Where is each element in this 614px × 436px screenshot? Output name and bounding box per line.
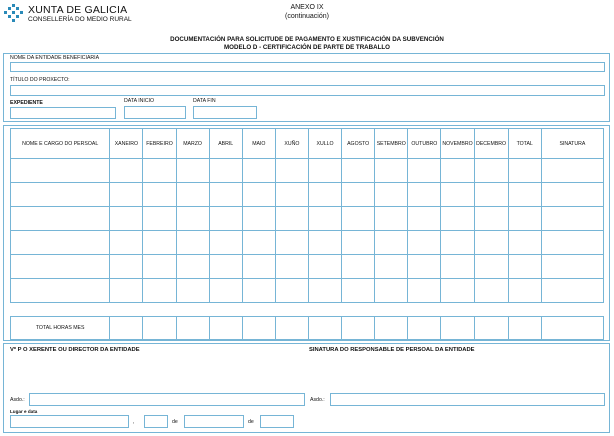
month-header: NOVEMBRO bbox=[441, 129, 474, 159]
hours-cell[interactable] bbox=[308, 207, 341, 231]
entity-input[interactable] bbox=[10, 62, 605, 72]
hours-cell[interactable] bbox=[441, 255, 474, 279]
brand-name: XUNTA DE GALICIA bbox=[28, 4, 128, 16]
hours-cell[interactable] bbox=[209, 159, 242, 183]
hours-cell[interactable] bbox=[342, 159, 375, 183]
annex-subtitle: (continuación) bbox=[285, 13, 329, 20]
comma-separator: , bbox=[133, 419, 135, 425]
hours-cell[interactable] bbox=[242, 207, 275, 231]
hours-cell[interactable] bbox=[275, 279, 308, 303]
hours-cell[interactable] bbox=[342, 231, 375, 255]
place-date-label: Lugar e data bbox=[10, 409, 38, 414]
name-header: NOME E CARGO DO PERSOAL bbox=[11, 129, 110, 159]
hours-cell[interactable] bbox=[209, 279, 242, 303]
hours-cell[interactable] bbox=[143, 255, 176, 279]
hours-cell[interactable] bbox=[342, 207, 375, 231]
hours-cell[interactable] bbox=[375, 183, 408, 207]
hours-cell[interactable] bbox=[474, 207, 508, 231]
month-header: AGOSTO bbox=[342, 129, 375, 159]
hours-cell[interactable] bbox=[408, 279, 441, 303]
month-header: XANEIRO bbox=[110, 129, 143, 159]
hours-cell[interactable] bbox=[143, 279, 176, 303]
signature-cell[interactable] bbox=[541, 159, 603, 183]
annex-title: ANEXO IX bbox=[290, 4, 324, 11]
hours-cell[interactable] bbox=[342, 255, 375, 279]
hours-cell[interactable] bbox=[308, 279, 341, 303]
table-row bbox=[11, 231, 604, 255]
hours-cell[interactable] bbox=[441, 279, 474, 303]
signed-input-right[interactable] bbox=[330, 393, 605, 406]
manager-heading: Vº P O XERENTE OU DIRECTOR DA ENTIDADE bbox=[10, 347, 140, 353]
hours-cell[interactable] bbox=[176, 183, 209, 207]
signature-header: SINATURA bbox=[541, 129, 603, 159]
signature-cell[interactable] bbox=[541, 231, 603, 255]
hours-cell[interactable] bbox=[143, 207, 176, 231]
total-hours-label: TOTAL HORAS MES bbox=[11, 317, 110, 340]
hours-cell[interactable] bbox=[342, 279, 375, 303]
table-row bbox=[11, 207, 604, 231]
month-header: OUTUBRO bbox=[408, 129, 441, 159]
month-input[interactable] bbox=[184, 415, 244, 428]
hours-cell[interactable] bbox=[375, 159, 408, 183]
hours-cell[interactable] bbox=[242, 231, 275, 255]
hours-cell[interactable] bbox=[209, 255, 242, 279]
signature-cell[interactable] bbox=[541, 255, 603, 279]
file-label: EXPEDIENTE bbox=[10, 100, 43, 106]
department-name: CONSELLERÍA DO MEDIO RURAL bbox=[28, 16, 132, 23]
total-cell[interactable] bbox=[508, 207, 541, 231]
hours-cell[interactable] bbox=[176, 231, 209, 255]
hours-cell[interactable] bbox=[143, 183, 176, 207]
hours-cell[interactable] bbox=[110, 159, 143, 183]
hours-cell[interactable] bbox=[209, 207, 242, 231]
hours-cell[interactable] bbox=[408, 183, 441, 207]
file-input[interactable] bbox=[10, 107, 116, 119]
document-title-line1: DOCUMENTACIÓN PARA SOLICITUDE DE PAGAMENTO E XUSTIFICACIÓN DA SUBVENCIÓN bbox=[170, 36, 444, 43]
hours-cell[interactable] bbox=[209, 183, 242, 207]
hours-cell[interactable] bbox=[209, 231, 242, 255]
document-title bbox=[0, 36, 614, 51]
hours-cell[interactable] bbox=[441, 183, 474, 207]
timesheet-table bbox=[10, 128, 604, 303]
hours-cell[interactable] bbox=[474, 231, 508, 255]
start-date-label: DATA INICIO bbox=[124, 98, 155, 104]
hours-cell[interactable] bbox=[275, 231, 308, 255]
month-header: SETEMBRO bbox=[375, 129, 408, 159]
table-row bbox=[11, 159, 604, 183]
month-total-cell[interactable] bbox=[474, 317, 508, 340]
table-row bbox=[11, 255, 604, 279]
hours-cell[interactable] bbox=[176, 207, 209, 231]
month-total-cell[interactable] bbox=[441, 317, 474, 340]
month-total-cell[interactable] bbox=[275, 317, 308, 340]
hours-cell[interactable] bbox=[110, 183, 143, 207]
hours-cell[interactable] bbox=[342, 183, 375, 207]
hours-cell[interactable] bbox=[474, 183, 508, 207]
total-cell[interactable] bbox=[508, 255, 541, 279]
staff-name-cell[interactable] bbox=[11, 207, 110, 231]
hours-cell[interactable] bbox=[143, 231, 176, 255]
month-header: XUÑO bbox=[275, 129, 308, 159]
total-hours-table bbox=[10, 316, 604, 340]
month-total-cell[interactable] bbox=[375, 317, 408, 340]
signature-cell[interactable] bbox=[541, 183, 603, 207]
hours-cell[interactable] bbox=[176, 279, 209, 303]
hours-cell[interactable] bbox=[275, 159, 308, 183]
hours-cell[interactable] bbox=[242, 183, 275, 207]
table-row bbox=[11, 279, 604, 303]
entity-label: NOME DA ENTIDADE BENEFICIARIA bbox=[10, 55, 100, 61]
hours-cell[interactable] bbox=[110, 207, 143, 231]
hours-cell[interactable] bbox=[275, 183, 308, 207]
month-total-cell[interactable] bbox=[110, 317, 143, 340]
grand-total-cell[interactable] bbox=[508, 317, 541, 340]
staff-name-cell[interactable] bbox=[11, 159, 110, 183]
hours-cell[interactable] bbox=[143, 159, 176, 183]
signed-label-left: Asdo.: bbox=[10, 397, 25, 403]
de-separator-1: de bbox=[172, 419, 178, 425]
annex-heading bbox=[0, 3, 614, 21]
total-cell[interactable] bbox=[508, 183, 541, 207]
hours-cell[interactable] bbox=[308, 159, 341, 183]
hours-cell[interactable] bbox=[308, 231, 341, 255]
hours-cell[interactable] bbox=[408, 255, 441, 279]
hours-cell[interactable] bbox=[375, 207, 408, 231]
total-signature-cell bbox=[541, 317, 603, 340]
hours-cell[interactable] bbox=[474, 159, 508, 183]
total-hours-row bbox=[11, 317, 604, 340]
month-header: MAIO bbox=[242, 129, 275, 159]
hours-cell[interactable] bbox=[275, 255, 308, 279]
staff-name-cell[interactable] bbox=[11, 231, 110, 255]
hours-cell[interactable] bbox=[375, 279, 408, 303]
header-row bbox=[11, 129, 604, 159]
hours-cell[interactable] bbox=[474, 279, 508, 303]
month-total-cell[interactable] bbox=[342, 317, 375, 340]
month-header: ABRIL bbox=[209, 129, 242, 159]
signed-input-left[interactable] bbox=[29, 393, 305, 406]
total-cell[interactable] bbox=[508, 279, 541, 303]
project-input[interactable] bbox=[10, 85, 605, 96]
total-header: TOTAL bbox=[508, 129, 541, 159]
month-header: MARZO bbox=[176, 129, 209, 159]
hours-cell[interactable] bbox=[110, 255, 143, 279]
day-input[interactable] bbox=[144, 415, 168, 428]
hours-cell[interactable] bbox=[441, 159, 474, 183]
hours-cell[interactable] bbox=[110, 279, 143, 303]
total-cell[interactable] bbox=[508, 231, 541, 255]
hours-cell[interactable] bbox=[375, 255, 408, 279]
end-date-label: DATA FIN bbox=[193, 98, 216, 104]
hours-cell[interactable] bbox=[275, 207, 308, 231]
project-label: TÍTULO DO PROXECTO: bbox=[10, 77, 70, 83]
month-header: DECEMBRO bbox=[474, 129, 508, 159]
hours-cell[interactable] bbox=[110, 231, 143, 255]
hours-cell[interactable] bbox=[408, 207, 441, 231]
hours-cell[interactable] bbox=[375, 231, 408, 255]
month-total-cell[interactable] bbox=[143, 317, 176, 340]
hours-cell[interactable] bbox=[441, 231, 474, 255]
de-separator-2: de bbox=[248, 419, 254, 425]
month-total-cell[interactable] bbox=[176, 317, 209, 340]
hours-cell[interactable] bbox=[242, 159, 275, 183]
end-date-input[interactable] bbox=[193, 106, 257, 119]
hours-cell[interactable] bbox=[308, 255, 341, 279]
month-header: XULLO bbox=[308, 129, 341, 159]
hours-cell[interactable] bbox=[242, 255, 275, 279]
year-input[interactable] bbox=[260, 415, 294, 428]
place-input[interactable] bbox=[10, 415, 129, 428]
signed-label-right: Asdo.: bbox=[310, 397, 325, 403]
responsible-heading: SINATURA DO RESPONSABLE DE PERSOAL DA ENTIDADE bbox=[309, 347, 475, 353]
hours-cell[interactable] bbox=[176, 159, 209, 183]
staff-name-cell[interactable] bbox=[11, 255, 110, 279]
staff-name-cell[interactable] bbox=[11, 279, 110, 303]
hours-cell[interactable] bbox=[408, 159, 441, 183]
hours-cell[interactable] bbox=[308, 183, 341, 207]
signature-cell[interactable] bbox=[541, 207, 603, 231]
signature-cell[interactable] bbox=[541, 279, 603, 303]
hours-cell[interactable] bbox=[242, 279, 275, 303]
month-total-cell[interactable] bbox=[242, 317, 275, 340]
document-title-line2: MODELO D - CERTIFICACIÓN DE PARTE DE TRABALLO bbox=[224, 43, 390, 51]
staff-name-cell[interactable] bbox=[11, 183, 110, 207]
total-cell[interactable] bbox=[508, 159, 541, 183]
hours-cell[interactable] bbox=[441, 207, 474, 231]
month-total-cell[interactable] bbox=[209, 317, 242, 340]
month-total-cell[interactable] bbox=[408, 317, 441, 340]
hours-cell[interactable] bbox=[408, 231, 441, 255]
month-total-cell[interactable] bbox=[308, 317, 341, 340]
hours-cell[interactable] bbox=[474, 255, 508, 279]
start-date-input[interactable] bbox=[124, 106, 186, 119]
month-header: FEBREIRO bbox=[143, 129, 176, 159]
table-row bbox=[11, 183, 604, 207]
hours-cell[interactable] bbox=[176, 255, 209, 279]
